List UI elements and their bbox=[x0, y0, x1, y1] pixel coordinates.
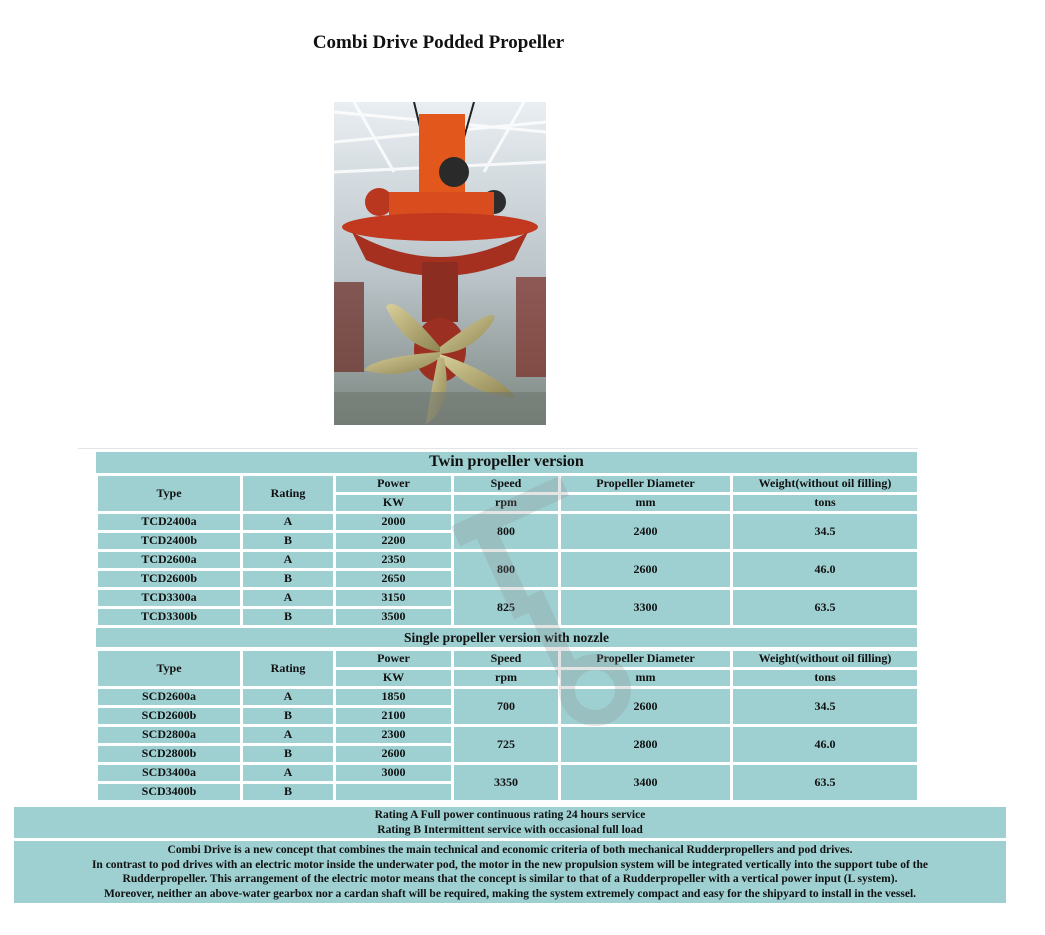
twin-row-type: TCD2400a bbox=[98, 514, 240, 530]
single-row-rating: B bbox=[243, 746, 333, 762]
single-row-rating: B bbox=[243, 708, 333, 724]
twin-row-type: TCD3300b bbox=[98, 609, 240, 625]
single-row-power bbox=[336, 784, 451, 800]
twin-row-type: TCD2400b bbox=[98, 533, 240, 549]
single-group-diameter: 3400 bbox=[561, 765, 730, 800]
single-row-rating: A bbox=[243, 727, 333, 743]
twin-header-type: Type bbox=[98, 476, 240, 511]
twin-header-rating: Rating bbox=[243, 476, 333, 511]
twin-header-diameter: Propeller Diameter bbox=[561, 476, 730, 492]
twin-group-speed: 825 bbox=[454, 590, 558, 625]
twin-row-rating: B bbox=[243, 571, 333, 587]
twin-header-speed-unit: rpm bbox=[454, 495, 558, 511]
description-line: Rudderpropeller. This arrangement of the electric motor means that the concept is similar to that of a Rudderpropeller with a vertical power input (L system). bbox=[122, 873, 898, 885]
single-header-power: Power bbox=[336, 651, 451, 667]
single-header-weight-unit: tons bbox=[733, 670, 917, 686]
twin-row-rating: A bbox=[243, 590, 333, 606]
twin-row-type: TCD2600b bbox=[98, 571, 240, 587]
twin-row-rating: A bbox=[243, 552, 333, 568]
single-header-rating: Rating bbox=[243, 651, 333, 686]
single-group-speed: 700 bbox=[454, 689, 558, 724]
ratings-note-line: Rating A Full power continuous rating 24 hours service bbox=[374, 809, 646, 821]
twin-row-power: 2200 bbox=[336, 533, 451, 549]
twin-row-power: 2650 bbox=[336, 571, 451, 587]
twin-row-power: 3500 bbox=[336, 609, 451, 625]
twin-group-diameter: 2400 bbox=[561, 514, 730, 549]
single-row-power: 2300 bbox=[336, 727, 451, 743]
single-group-speed: 3350 bbox=[454, 765, 558, 800]
page-title: Combi Drive Podded Propeller bbox=[312, 32, 565, 53]
description-line: Combi Drive is a new concept that combines the main technical and economic criteria of both mechanical Rudderpropellers and pod drives. bbox=[167, 844, 853, 856]
single-group-weight: 46.0 bbox=[733, 727, 917, 762]
single-table-caption: Single propeller version with nozzle bbox=[96, 628, 917, 647]
twin-group-weight: 63.5 bbox=[733, 590, 917, 625]
single-group-weight: 34.5 bbox=[733, 689, 917, 724]
twin-row-power: 2350 bbox=[336, 552, 451, 568]
twin-group-speed: 800 bbox=[454, 552, 558, 587]
twin-group-diameter: 3300 bbox=[561, 590, 730, 625]
single-row-type: SCD3400a bbox=[98, 765, 240, 781]
single-row-power: 2100 bbox=[336, 708, 451, 724]
single-header-diameter-unit: mm bbox=[561, 670, 730, 686]
single-row-type: SCD2800a bbox=[98, 727, 240, 743]
description-block bbox=[14, 841, 1006, 903]
twin-header-weight: Weight(without oil filling) bbox=[733, 476, 917, 492]
single-header-speed: Speed bbox=[454, 651, 558, 667]
twin-header-power: Power bbox=[336, 476, 451, 492]
twin-row-type: TCD2600a bbox=[98, 552, 240, 568]
twin-row-rating: A bbox=[243, 514, 333, 530]
single-row-type: SCD2600b bbox=[98, 708, 240, 724]
ratings-note-line: Rating B Intermittent service with occasional full load bbox=[377, 823, 643, 836]
single-header-type: Type bbox=[98, 651, 240, 686]
twin-group-diameter: 2600 bbox=[561, 552, 730, 587]
single-row-type: SCD2600a bbox=[98, 689, 240, 705]
single-row-rating: A bbox=[243, 765, 333, 781]
single-group-weight: 63.5 bbox=[733, 765, 917, 800]
twin-row-power: 3150 bbox=[336, 590, 451, 606]
twin-table-caption: Twin propeller version bbox=[96, 452, 917, 473]
single-row-type: SCD2800b bbox=[98, 746, 240, 762]
single-row-rating: A bbox=[243, 689, 333, 705]
single-row-power: 3000 bbox=[336, 765, 451, 781]
twin-group-weight: 34.5 bbox=[733, 514, 917, 549]
single-header-power-unit: KW bbox=[336, 670, 451, 686]
ratings-note bbox=[14, 807, 1006, 838]
single-group-diameter: 2600 bbox=[561, 689, 730, 724]
single-header-speed-unit: rpm bbox=[454, 670, 558, 686]
single-row-rating: B bbox=[243, 784, 333, 800]
twin-header-speed: Speed bbox=[454, 476, 558, 492]
single-row-power: 1850 bbox=[336, 689, 451, 705]
divider bbox=[78, 448, 918, 449]
twin-row-power: 2000 bbox=[336, 514, 451, 530]
twin-header-diameter-unit: mm bbox=[561, 495, 730, 511]
single-header-diameter: Propeller Diameter bbox=[561, 651, 730, 667]
single-group-diameter: 2800 bbox=[561, 727, 730, 762]
twin-row-rating: B bbox=[243, 609, 333, 625]
description-line: In contrast to pod drives with an electric motor inside the underwater pod, the motor in the new propulsion system will be integrated vertically into the support tube of the bbox=[91, 858, 929, 871]
twin-group-weight: 46.0 bbox=[733, 552, 917, 587]
twin-row-type: TCD3300a bbox=[98, 590, 240, 606]
twin-header-weight-unit: tons bbox=[733, 495, 917, 511]
single-header-weight: Weight(without oil filling) bbox=[733, 651, 917, 667]
twin-group-speed: 800 bbox=[454, 514, 558, 549]
propeller-photo-illustration bbox=[334, 102, 546, 425]
single-row-type: SCD3400b bbox=[98, 784, 240, 800]
twin-header-power-unit: KW bbox=[336, 495, 451, 511]
description-line: Moreover, neither an above-water gearbox nor a cardan shaft will be required, making the system extremely compact and easy for the shipyard to install in the vessel. bbox=[103, 887, 917, 900]
twin-row-rating: B bbox=[243, 533, 333, 549]
single-group-speed: 725 bbox=[454, 727, 558, 762]
product-photo bbox=[334, 102, 546, 425]
single-row-power: 2600 bbox=[336, 746, 451, 762]
